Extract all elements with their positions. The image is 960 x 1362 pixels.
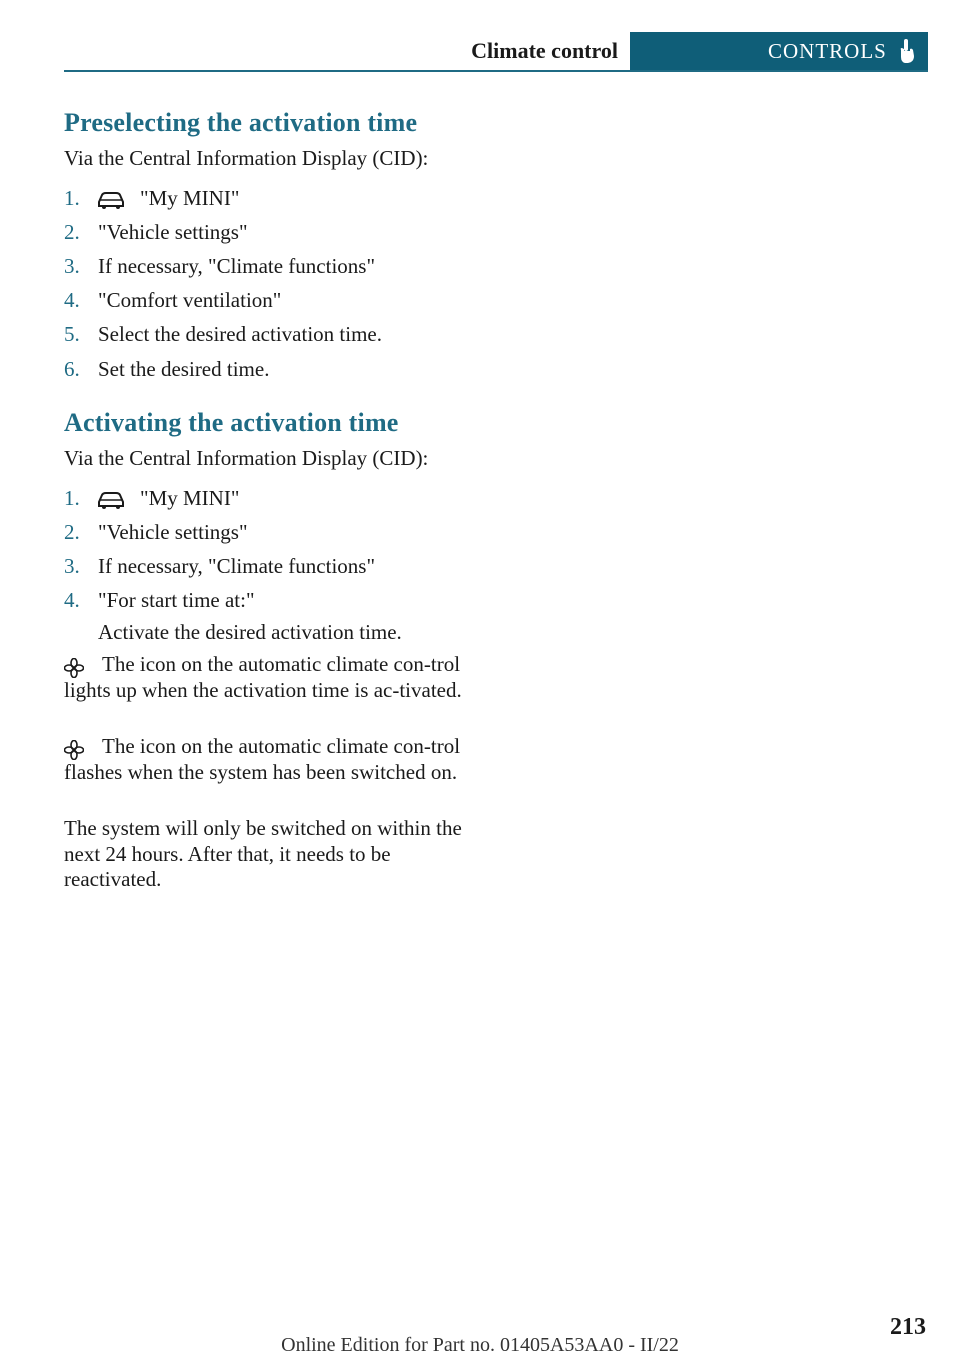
chapter-tab xyxy=(630,32,928,70)
section-heading-preselect: Preselecting the activation time xyxy=(64,108,418,137)
hand-pointer-icon xyxy=(896,38,918,64)
step-text: "My MINI" xyxy=(140,186,240,210)
step-text: If necessary, "Climate functions" xyxy=(98,554,376,578)
intro-text: Via the Central Information Display (CID): xyxy=(64,146,429,170)
note-text: The icon on the automatic climate con-trol lights up when the activation time is ac-tivated. xyxy=(64,652,462,702)
step-number: 2. xyxy=(64,220,80,244)
step-text: "Vehicle settings" xyxy=(98,520,248,544)
page-header xyxy=(64,32,928,72)
intro-text: Via the Central Information Display (CID): xyxy=(64,446,429,470)
note-text: The icon on the automatic climate con-trol flashes when the system has been switched on. xyxy=(64,734,461,784)
step-text: If necessary, "Climate functions" xyxy=(98,254,376,278)
step-number: 1. xyxy=(64,186,80,210)
step-text: "Vehicle settings" xyxy=(98,220,248,244)
step-number: 1. xyxy=(64,486,80,510)
car-icon xyxy=(96,190,126,210)
step-number: 2. xyxy=(64,520,80,544)
step-number: 4. xyxy=(64,588,80,612)
section-title: Climate control xyxy=(471,38,618,63)
page-number: 213 xyxy=(890,1314,926,1340)
closing-paragraph: The system will only be switched on within the next 24 hours. After that, it needs to be reactivated. xyxy=(64,816,462,891)
step-text: "My MINI" xyxy=(140,486,240,510)
step-text: "Comfort ventilation" xyxy=(98,288,282,312)
edition-footer: Online Edition for Part no. 01405A53AA0 - II/22 xyxy=(281,1334,679,1356)
step-text: Set the desired time. xyxy=(98,357,270,381)
step-subtext: Activate the desired activation time. xyxy=(98,620,402,644)
step-number: 6. xyxy=(64,357,80,381)
step-number: 3. xyxy=(64,554,80,578)
step-text: Select the desired activation time. xyxy=(98,322,382,346)
step-number: 4. xyxy=(64,288,80,312)
step-number: 3. xyxy=(64,254,80,278)
step-text: "For start time at:" xyxy=(98,588,255,612)
step-number: 5. xyxy=(64,322,80,346)
section-heading-activate: Activating the activation time xyxy=(64,408,399,437)
car-icon xyxy=(96,490,126,510)
chapter-label: CONTROLS xyxy=(768,39,887,63)
